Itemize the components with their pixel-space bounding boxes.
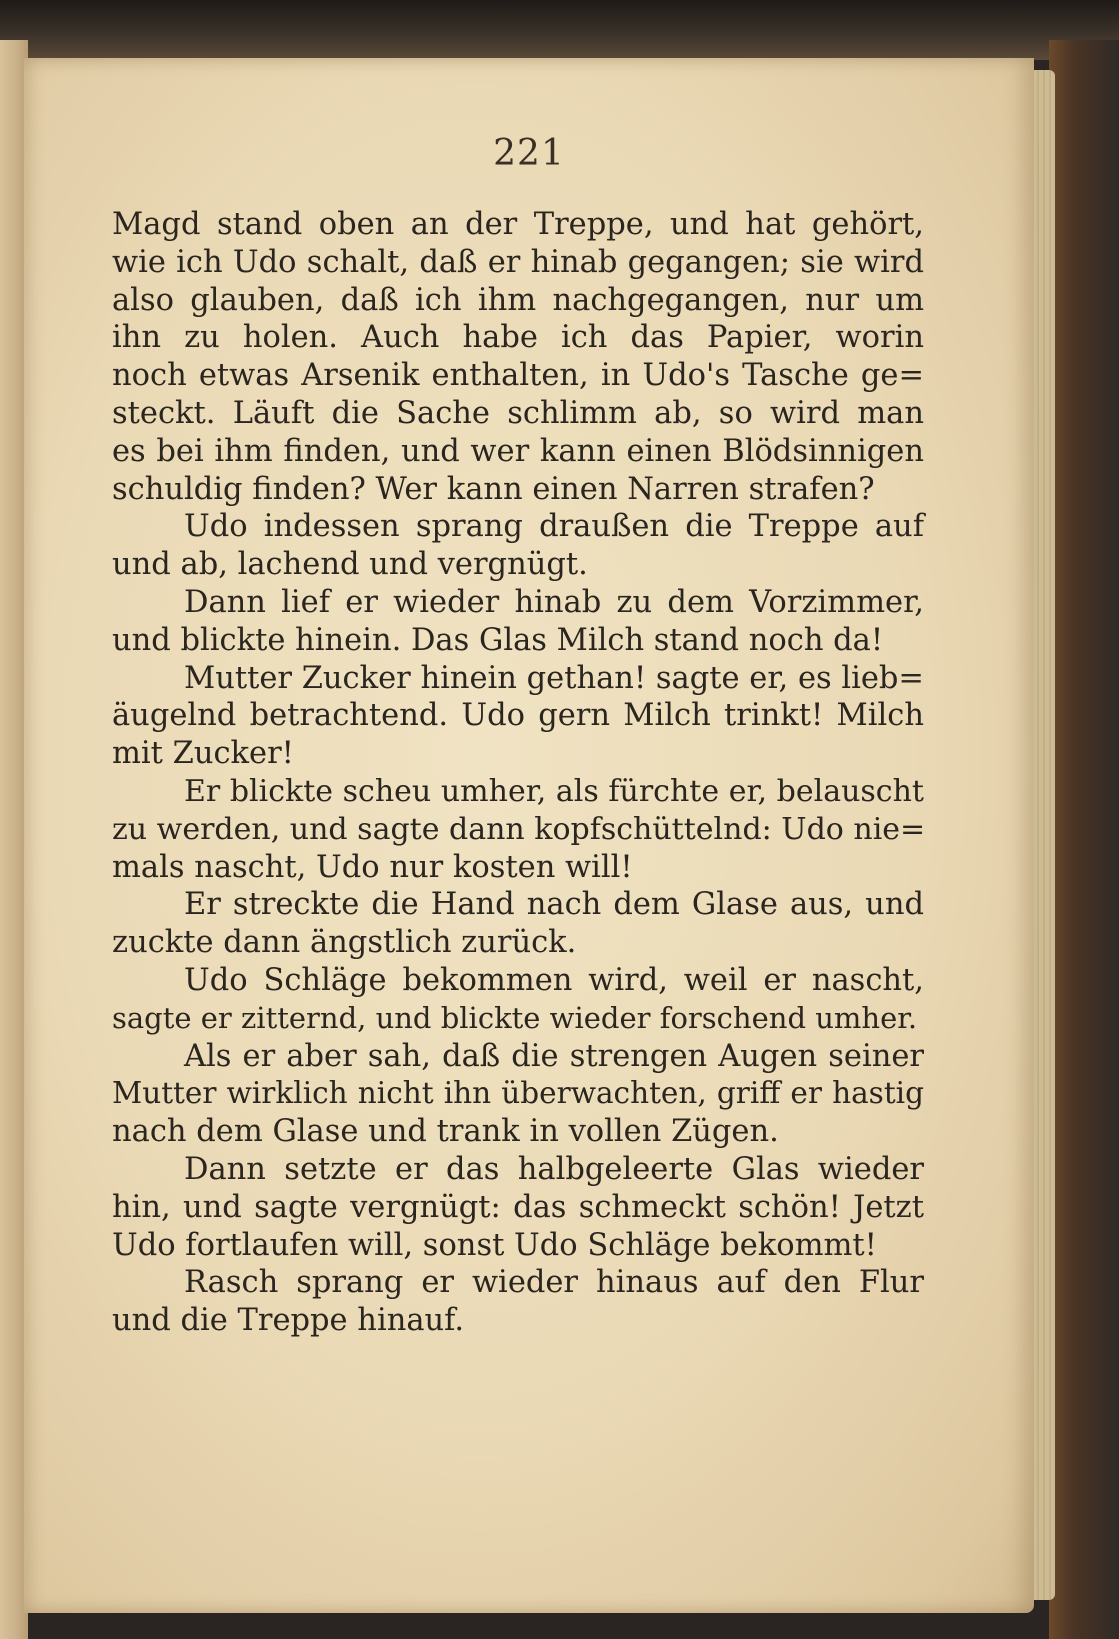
book-page (24, 58, 1034, 1613)
text-line: zu werden, und sagte dann kopfschüttelnd: Udo nie= (112, 811, 926, 847)
page-number: 221 (493, 133, 565, 174)
text-line: mals nascht, Udo nur kosten will! (112, 849, 633, 885)
text-line: Udo Schläge bekommen wird, weil er nascht, (184, 962, 924, 998)
text-line: mit Zucker! (112, 736, 294, 772)
text-line: Er blickte scheu umher, als fürchte er, belauscht (184, 773, 924, 809)
text-line: Udo indessen sprang draußen die Treppe auf (184, 509, 924, 545)
text-line: Dann setzte er das halbgeleerte Glas wieder (184, 1151, 924, 1187)
text-line: also glauben, daß ich ihm nachgegangen, nur um (112, 282, 924, 318)
text-line: Udo fortlaufen will, sonst Udo Schläge bekommt! (112, 1227, 877, 1263)
text-line: noch etwas Arsenik enthalten, in Udo's Tasche ge= (112, 358, 924, 394)
text-line: Als er aber sah, daß die strengen Augen seiner (184, 1038, 924, 1074)
text-line: und blickte hinein. Das Glas Milch stand noch da! (112, 622, 884, 658)
book-cover-right (1049, 40, 1119, 1639)
text-line: Magd stand oben an der Treppe, und hat gehört, (112, 207, 924, 242)
text-line: ihn zu holen. Auch habe ich das Papier, worin (112, 320, 924, 356)
text-line: äugelnd betrachtend. Udo gern Milch trinkt! Milch (112, 698, 924, 734)
text-line: zuckte dann ängstlich zurück. (112, 925, 577, 961)
text-line: Rasch sprang er wieder hinaus auf den Flur (184, 1265, 924, 1301)
text-line: hin, und sagte vergnügt: das schmeckt schön! Jetzt (112, 1189, 924, 1225)
text-line: Mutter Zucker hinein gethan! sagte er, es lieb= (184, 660, 924, 696)
text-line: es bei ihm finden, und wer kann einen Blödsinnigen (112, 433, 924, 469)
text-line: Er streckte die Hand nach dem Glase aus, und (184, 887, 924, 923)
text-line: sagte er zitternd, und blickte wieder forschend umher. (112, 1000, 918, 1035)
text-line: Mutter wirklich nicht ihn überwachten, griff er hastig (112, 1076, 924, 1111)
text-line: Dann lief er wieder hinab zu dem Vorzimmer, (184, 584, 924, 620)
text-line: wie ich Udo schalt, daß er hinab gegangen; sie wird (112, 244, 924, 280)
text-line: und ab, lachend und vergnügt. (112, 547, 588, 583)
text-line: nach dem Glase und trank in vollen Zügen. (112, 1114, 779, 1150)
book-cover-top (0, 0, 1119, 60)
text-line: schuldig finden? Wer kann einen Narren strafen? (112, 471, 875, 507)
text-line: und die Treppe hinauf. (112, 1303, 465, 1339)
text-line: steckt. Läuft die Sache schlimm ab, so wird man (112, 395, 924, 431)
page-text-block (112, 206, 924, 1340)
